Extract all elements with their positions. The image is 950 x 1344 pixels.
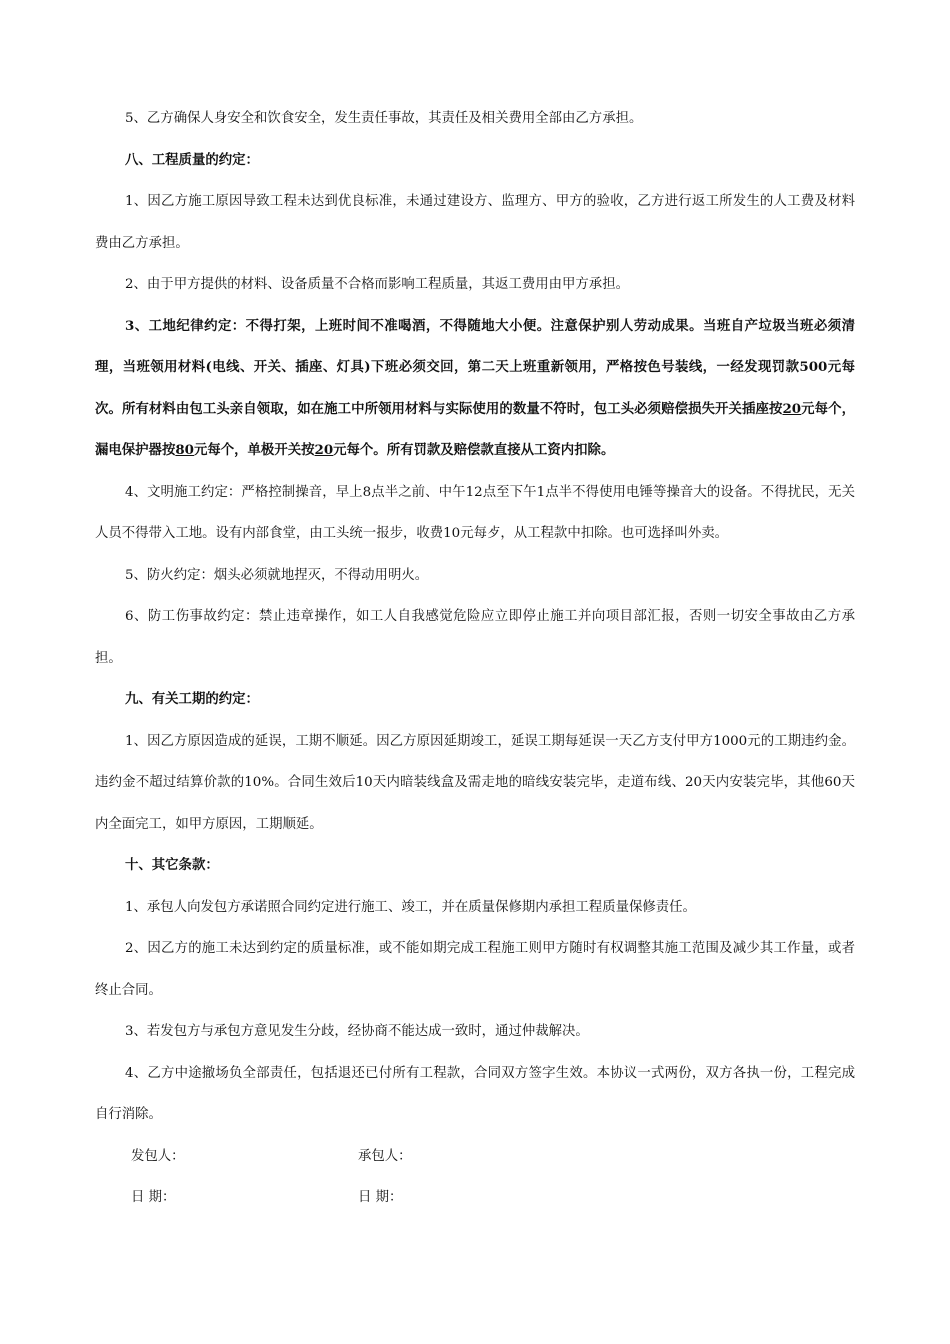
contractor-date-label: 日 期： xyxy=(358,1190,403,1205)
clause-3-text-c: 元每个，单极开关按 xyxy=(193,442,315,458)
quality-clause-2: 2、由于甲方提供的材料、设备质量不合格而影响工程质量，其返工费用由甲方承担。 xyxy=(125,277,629,292)
issuer-date-label: 日 期： xyxy=(131,1190,176,1205)
signature-row xyxy=(95,1136,855,1178)
section-8-heading: 八、工程质量的约定： xyxy=(125,151,259,168)
single-switch-fine: 20 xyxy=(314,442,334,458)
date-row xyxy=(95,1177,855,1219)
clause-3-text-d: 元每个。所有罚款及赔偿款直接从工资内扣除。 xyxy=(333,442,615,458)
leakage-protector-fine: 80 xyxy=(175,442,194,458)
clause-safety-5: 5、乙方确保人身安全和饮食安全，发生责任事故，其责任及相关费用全部由乙方承担。 xyxy=(125,111,643,126)
clause-3-text-a: 3、工地纪律约定：不得打架，上班时间不准喝酒，不得随地大小便。注意保护别人劳动成果。当班自产垃圾当班必须清理，当班领用材料(电线、开关、插座、灯具)下班必须交回，第二天上班重新领用，严格按色号装线，一经发现罚款500元每次。所有材料由包工头亲自领取，如在施工中所领用材料与实际使用的数量不符时，包工头必须赔偿损失开关插座按 xyxy=(95,317,855,417)
contractor-label: 承包人： xyxy=(358,1148,412,1164)
section-10-heading: 十、其它条款： xyxy=(125,857,219,873)
schedule-clause-1: 1、因乙方原因造成的延误，工期不顺延。因乙方原因延期竣工，延误工期每延误一天乙方支付甲方1000元的工期违约金。违约金不超过结算价款的10%。合同生效后10天内暗装线盒及需走地的暗线安装完毕，走道布线、20天内安装完毕，其他60天内全面完工，如甲方原因，工期顺延。 xyxy=(95,733,855,832)
other-clause-4: 4、乙方中途撤场负全部责任，包括退还已付所有工程款，合同双方签字生效。本协议一式两份，双方各执一份，工程完成自行消除。 xyxy=(95,1065,855,1122)
issuer-label: 发包人： xyxy=(131,1148,185,1164)
quality-clause-5: 5、防火约定：烟头必须就地捏灭，不得动用明火。 xyxy=(125,567,429,583)
document-page xyxy=(95,98,855,1219)
quality-clause-1: 1、因乙方施工原因导致工程未达到优良标准，未通过建设方、监理方、甲方的验收，乙方进行返工所发生的人工费及材料费由乙方承担。 xyxy=(95,194,855,251)
quality-clause-4: 4、文明施工约定：严格控制操音，早上8点半之前、中午12点至下午1点半不得使用电锤等操音大的设备。不得扰民，无关人员不得带入工地。设有内部食堂，由工头统一报步，收费10元每歺，从工程款中扣除。也可选择叫外卖。 xyxy=(95,484,855,541)
quality-clause-3 xyxy=(95,306,855,472)
other-clause-1: 1、承包人向发包方承诺照合同约定进行施工、竣工，并在质量保修期内承担工程质量保修责任。 xyxy=(125,899,696,915)
quality-clause-6: 6、防工伤事故约定：禁止违章操作，如工人自我感觉危险应立即停止施工并向项目部汇报，否则一切安全事故由乙方承担。 xyxy=(95,609,855,666)
clause-3-text-b: 元每个，漏电保护器按 xyxy=(95,400,856,458)
switch-socket-fine: 20 xyxy=(782,400,802,417)
section-9-heading: 九、有关工期的约定： xyxy=(125,691,259,707)
other-clause-2: 2、因乙方的施工未达到约定的质量标准，或不能如期完成工程施工则甲方随时有权调整其施工范围及减少其工作量，或者终止合同。 xyxy=(95,941,855,998)
other-clause-3: 3、若发包方与承包方意见发生分歧，经协商不能达成一致时，通过仲裁解决。 xyxy=(125,1024,589,1039)
